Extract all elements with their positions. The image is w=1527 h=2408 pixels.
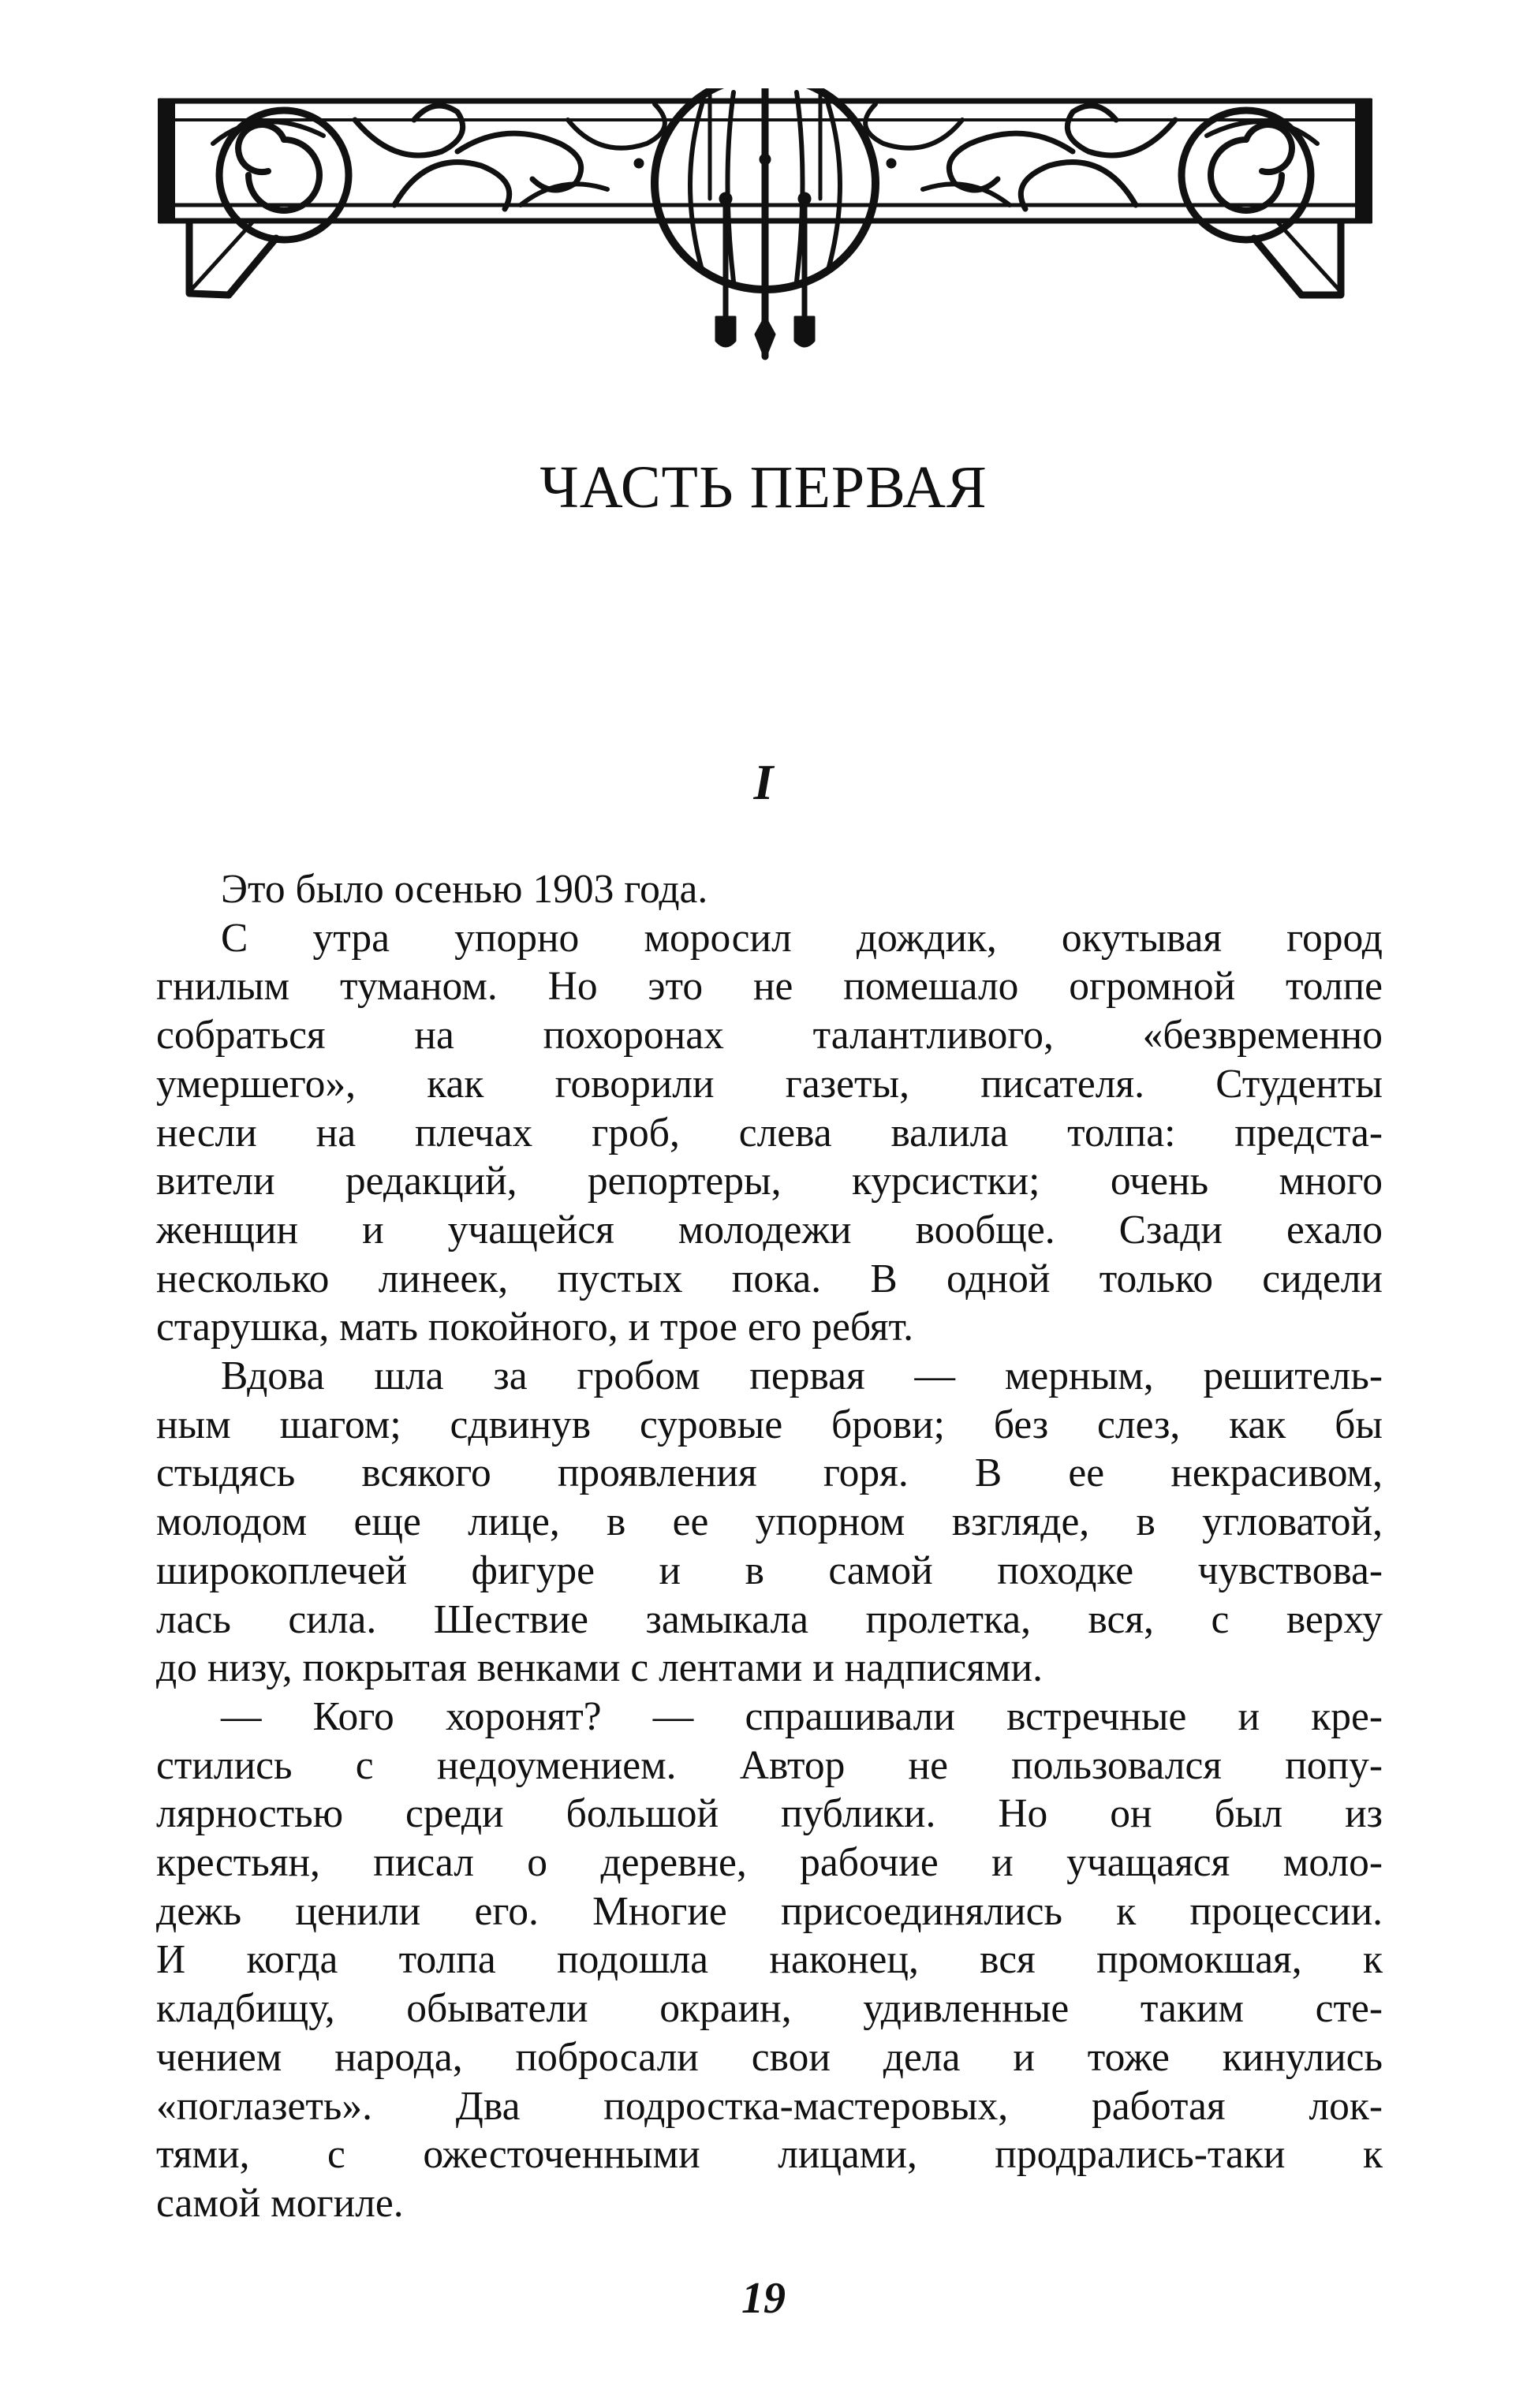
text-line: умершего», как говорили газеты, писателя. Студенты [156, 1061, 1383, 1107]
text-line: самой могиле. [156, 2180, 404, 2226]
body-text [156, 865, 1383, 2228]
text-line: Это было осенью 1903 года. [221, 867, 708, 912]
text-line: С утра упорно моросил дождик, окутывая город [221, 915, 1383, 961]
text-line: «поглазеть». Два подростка-мастеровых, работая лок- [156, 2083, 1383, 2129]
chapter-number: I [753, 754, 774, 810]
text-line: лярностью среди большой публики. Но он был из [156, 1791, 1383, 1837]
text-line: до низу, покрытая венками с лентами и надписями. [156, 1645, 1043, 1691]
text-line: собраться на похоронах талантливого, «безвременно [156, 1013, 1383, 1058]
text-line: тями, с ожесточенными лицами, продрались-таки к [156, 2132, 1383, 2178]
text-line: лась сила. Шествие замыкала пролетка, вся, с верху [156, 1596, 1383, 1642]
text-line: вители редакций, репортеры, курсистки; очень много [156, 1159, 1383, 1204]
text-line: молодом еще лице, в ее упорном взгляде, в угловатой, [156, 1499, 1383, 1545]
text-line: стились с недоумением. Автор не пользовался попу- [156, 1742, 1383, 1788]
text-line: Вдова шла за гробом первая — мерным, решитель- [221, 1353, 1383, 1399]
text-line: несли на плечах гроб, слева валила толпа: предста- [156, 1110, 1383, 1155]
text-line: И когда толпа подошла наконец, вся промокшая, к [156, 1937, 1383, 1983]
text-line: дежь ценили его. Многие присоединялись к процессии. [156, 1888, 1383, 1934]
text-line: ным шагом; сдвинув суровые брови; без слез, как бы [156, 1402, 1383, 1447]
text-line: несколько линеек, пустых пока. В одной только сидели [156, 1256, 1383, 1301]
page-number: 19 [741, 2274, 786, 2323]
text-line: женщин и учащейся молодежи вообще. Сзади ехало [156, 1207, 1383, 1253]
text-line: гнилым туманом. Но это не помешало огромной толпе [156, 964, 1383, 1010]
ornament-headpiece-icon [158, 88, 1372, 364]
part-title: ЧАСТЬ ПЕРВАЯ [539, 454, 988, 521]
text-line: широкоплечей фигуре и в самой походке чувствова- [156, 1547, 1383, 1593]
text-line: кладбищу, обыватели окраин, удивленные таким сте- [156, 1986, 1383, 2032]
text-line: чением народа, побросали свои дела и тоже кинулись [156, 2034, 1383, 2080]
text-line: — Кого хоронят? — спрашивали встречные и кре- [221, 1693, 1383, 1739]
text-line: старушка, мать покойного, и трое его ребят. [156, 1305, 913, 1350]
text-line: крестьян, писал о деревне, рабочие и учащаяся моло- [156, 1840, 1383, 1886]
text-line: стыдясь всякого проявления горя. В ее некрасивом, [156, 1450, 1383, 1496]
